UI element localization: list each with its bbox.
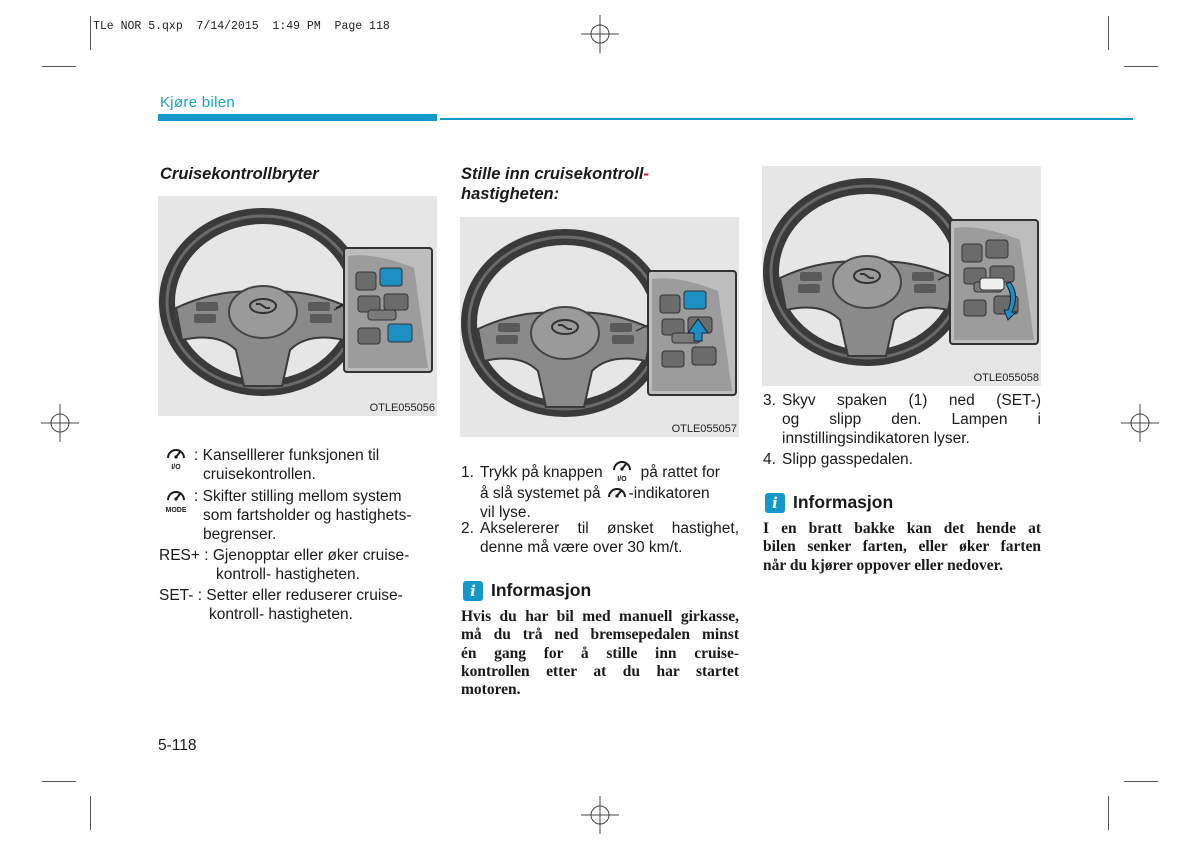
header-bar <box>158 114 437 121</box>
info-heading-text: Informasjon <box>491 580 592 600</box>
item-text: kontroll- hastigheten. <box>209 606 353 623</box>
crop-mark <box>1108 796 1109 830</box>
info-line: Hvis du har bil med manuell girkasse, <box>461 608 739 625</box>
info-heading <box>463 580 591 601</box>
registration-mark-icon <box>41 404 79 442</box>
step-text: på rattet for <box>640 464 720 481</box>
info-icon: i <box>765 493 785 513</box>
page-number: 5-118 <box>158 737 197 754</box>
info-heading <box>765 492 893 513</box>
cruise-on-off-icon <box>607 456 637 482</box>
steering-wheel-icon <box>158 196 437 416</box>
registration-mark-icon <box>1121 404 1159 442</box>
item-text: begrenser. <box>203 526 277 543</box>
item-label: : <box>194 447 199 464</box>
crop-mark <box>1124 781 1158 782</box>
print-slug: TLe NOR 5.qxp 7/14/2015 1:49 PM Page 118 <box>93 20 390 33</box>
section-header: Kjøre bilen <box>160 94 235 111</box>
step-text: Akselererer til ønsket hastighet, <box>480 520 739 537</box>
icon-label: I/O <box>616 476 627 482</box>
info-line: I en bratt bakke kan det hende at <box>763 520 1041 537</box>
cruise-mode-icon <box>160 484 192 514</box>
list-item <box>461 456 739 522</box>
cruise-indicator-icon <box>605 483 629 503</box>
registration-mark-icon <box>581 15 619 53</box>
list-item <box>159 586 437 624</box>
list-item <box>194 446 437 484</box>
step-text: Slipp gasspedalen. <box>782 451 913 468</box>
info-line: én gang for å stille inn cruise- <box>461 644 739 662</box>
header-rule <box>440 118 1133 120</box>
info-line: motoren. <box>461 681 521 699</box>
crop-mark <box>42 66 76 67</box>
list-item <box>159 546 437 584</box>
icon-label: I/O <box>171 464 181 470</box>
crop-mark <box>42 781 76 782</box>
item-label: SET- : <box>159 587 203 604</box>
item-label: RES+ : <box>159 547 209 564</box>
list-item <box>461 519 739 557</box>
title-hyphen: - <box>643 165 649 183</box>
info-line: når du kjører oppover eller nedover. <box>763 556 1003 574</box>
step-number: 1. <box>461 464 474 481</box>
step-text: -indikatoren <box>628 484 710 502</box>
item-label: : <box>194 488 199 505</box>
item-text: Skifter stilling mellom system <box>202 488 402 505</box>
list-item <box>763 391 1041 448</box>
title-text: hastigheten: <box>461 185 560 203</box>
step-text: Trykk på knappen <box>480 464 603 481</box>
info-line: kontrollen etter at du har startet <box>461 662 739 680</box>
step-text: denne må være over 30 km/t. <box>480 539 683 556</box>
step-number: 4. <box>763 451 776 468</box>
section-title: Cruisekontrollbryter <box>160 165 319 183</box>
info-line: må du trå ned bremsepedalen minst <box>461 626 739 644</box>
info-body <box>461 608 739 699</box>
crop-mark <box>1108 16 1109 50</box>
steering-wheel-image <box>460 217 739 437</box>
figure-code: OTLE055057 <box>671 423 737 435</box>
step-text: Skyv spaken (1) ned (SET-) <box>782 392 1041 409</box>
item-text: som fartsholder og hastighets- <box>203 507 412 524</box>
info-heading-text: Informasjon <box>793 492 894 512</box>
item-text: kontroll- hastigheten. <box>216 566 360 583</box>
figure-code: OTLE055058 <box>973 372 1039 384</box>
crop-mark <box>1124 66 1158 67</box>
step-text: innstillingsindikatoren lyser. <box>782 430 970 447</box>
title-text: Stille inn cruisekontroll <box>461 165 644 183</box>
crop-mark <box>90 796 91 830</box>
steering-wheel-icon <box>460 217 739 437</box>
step-text: vil lyse. <box>480 504 531 521</box>
list-item <box>194 487 437 544</box>
steering-wheel-image <box>158 196 437 416</box>
steering-wheel-image <box>762 166 1041 386</box>
item-text: Kanselllerer funksjonen til <box>202 447 380 464</box>
steering-wheel-icon <box>762 166 1041 386</box>
icon-label: MODE <box>165 507 187 514</box>
info-body <box>763 520 1041 575</box>
info-line: bilen senker farten, eller øker farten <box>763 538 1041 556</box>
list-item <box>763 450 1041 469</box>
section-title <box>461 164 649 204</box>
step-text: å slå systemet på <box>480 484 601 502</box>
step-number: 3. <box>763 392 776 409</box>
step-number: 2. <box>461 520 474 537</box>
item-text: Gjenopptar eller øker cruise- <box>212 547 410 564</box>
step-text: og slipp den. Lampen i <box>782 411 1041 428</box>
crop-mark <box>90 16 91 50</box>
info-icon: i <box>463 581 483 601</box>
figure-code: OTLE055056 <box>369 402 435 414</box>
cruise-on-off-icon <box>162 442 190 470</box>
item-text: Setter eller reduserer cruise- <box>206 587 403 604</box>
registration-mark-icon <box>581 796 619 834</box>
item-text: cruisekontrollen. <box>203 466 316 483</box>
